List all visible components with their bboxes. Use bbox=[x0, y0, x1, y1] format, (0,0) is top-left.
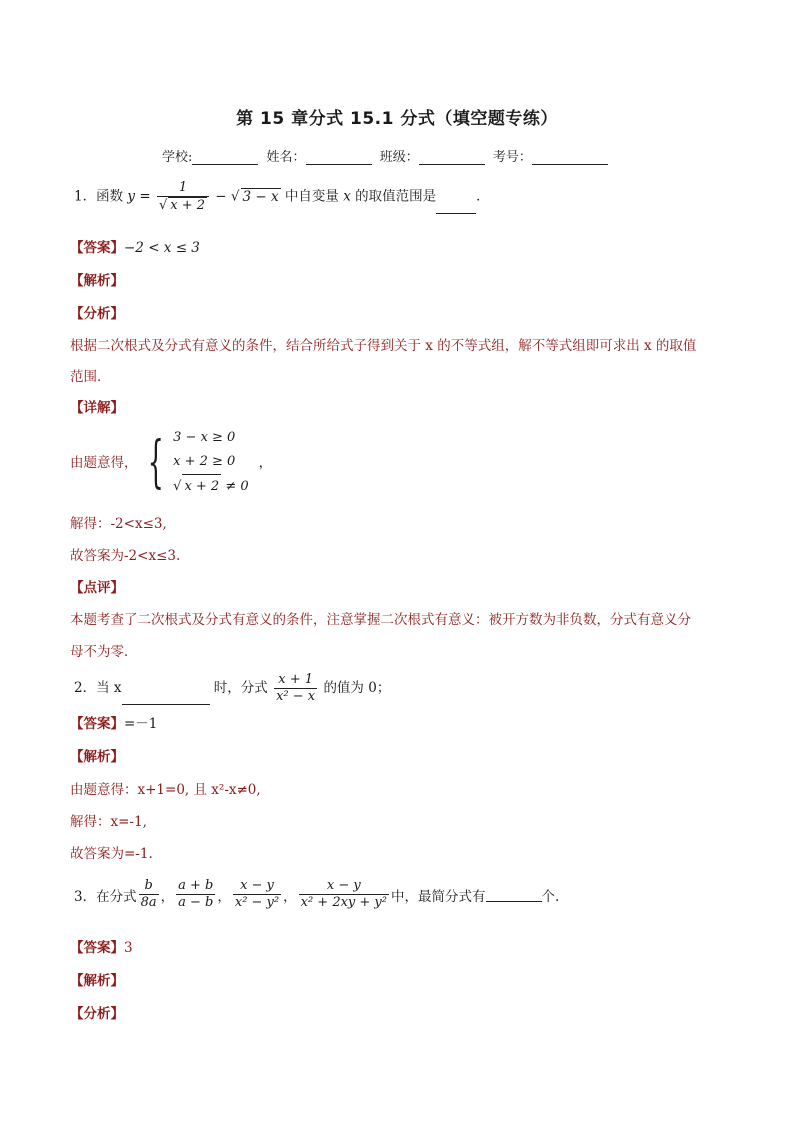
q1-y: y bbox=[127, 188, 136, 205]
q3-f4-num: x − y bbox=[326, 878, 361, 893]
question-2 bbox=[74, 672, 390, 705]
q1-ineq-2: x + 2 ≥ 0 bbox=[173, 454, 236, 469]
sqrt-icon: √ bbox=[230, 188, 240, 205]
q1-comment-row bbox=[70, 578, 124, 598]
q3-fraction-3 bbox=[233, 878, 281, 911]
q1-frac-den: x + 2 bbox=[170, 198, 205, 213]
q1-detail-prefix: 由题意得， bbox=[70, 454, 138, 471]
q3-f2-den: a − b bbox=[178, 895, 214, 910]
q1-answer-row bbox=[70, 238, 200, 258]
q3-sep: ， bbox=[217, 888, 231, 905]
q2-answer-row bbox=[70, 714, 157, 734]
sqrt-icon: √ bbox=[173, 479, 182, 494]
q3-analysis-row bbox=[70, 971, 124, 991]
q3-fraction-2 bbox=[176, 878, 215, 911]
q1-inequalities bbox=[173, 426, 249, 499]
q3-fenxi-row bbox=[70, 1004, 124, 1024]
page-title: 第 15 章分式 15.1 分式（填空题专练） bbox=[236, 109, 558, 129]
number-label: 考号： bbox=[492, 150, 532, 165]
q1-solve: 解得：-2<x≤3, bbox=[70, 516, 167, 532]
q1-radicand: 3 − x bbox=[242, 188, 279, 205]
q1-ineq-3: ≠ 0 bbox=[225, 479, 249, 494]
q2-prefix: 2．当 x bbox=[74, 680, 122, 696]
q1-eq: = bbox=[135, 188, 155, 205]
q2-suffix: 的值为 0； bbox=[323, 680, 391, 696]
q3-f4-den: x² + 2xy + y² bbox=[300, 895, 387, 910]
q1-answer: −2 < x ≤ 3 bbox=[124, 240, 200, 256]
q1-end: ． bbox=[476, 188, 490, 205]
student-info bbox=[162, 146, 612, 165]
fenxi-tag: 【分析】 bbox=[70, 306, 124, 322]
q2-fraction bbox=[274, 672, 317, 705]
q3-f3-den: x² − y² bbox=[234, 895, 280, 910]
school-label: 学校: bbox=[162, 150, 193, 165]
brace-icon: { bbox=[147, 429, 164, 495]
q1-comment-text-2: 母不为零． bbox=[70, 644, 138, 660]
q2-line-2: 解得：x=-1, bbox=[70, 814, 147, 830]
question-3 bbox=[74, 878, 559, 911]
answer-tag: 【答案】 bbox=[70, 240, 124, 256]
school-blank[interactable] bbox=[192, 150, 258, 165]
q1-fraction bbox=[157, 180, 209, 214]
q3-sep: ， bbox=[283, 888, 297, 905]
analysis-tag: 【解析】 bbox=[70, 973, 124, 989]
q1-analysis-row bbox=[70, 271, 124, 291]
q2-frac-num: x + 1 bbox=[278, 672, 313, 687]
q1-comment-text-1: 本题考查了二次根式及分式有意义的条件，注意掌握二次根式有意义：被开方数为非负数，分式有意义分 bbox=[70, 612, 691, 628]
q3-fraction-4 bbox=[299, 878, 389, 911]
q3-f1-den: 8a bbox=[140, 895, 157, 910]
q1-frac-num: 1 bbox=[178, 180, 188, 195]
detail-tag: 【详解】 bbox=[70, 400, 124, 416]
q2-answer: =－1 bbox=[124, 716, 158, 732]
class-label: 班级： bbox=[379, 150, 419, 165]
question-1 bbox=[74, 180, 490, 214]
q1-var: x bbox=[343, 188, 351, 205]
sqrt-icon: √ bbox=[158, 198, 168, 213]
answer-tag: 【答案】 bbox=[70, 940, 124, 956]
comment-tag: 【点评】 bbox=[70, 580, 124, 596]
class-blank[interactable] bbox=[419, 150, 485, 165]
q1-fenxi-text-1: 根据二次根式及分式有意义的条件，结合所给式子得到关于 x 的不等式组，解不等式组即可求出 x 的取值 bbox=[70, 338, 697, 354]
name-blank[interactable] bbox=[306, 150, 372, 165]
q3-f3-num: x − y bbox=[240, 878, 274, 893]
q1-fenxi-text-2: 范围． bbox=[70, 369, 111, 385]
q3-fraction-1 bbox=[139, 878, 159, 911]
q2-mid: 时，分式 bbox=[213, 680, 268, 696]
q1-system bbox=[70, 426, 272, 499]
q3-f1-num: b bbox=[144, 878, 153, 893]
q3-end: 个. bbox=[541, 888, 560, 905]
q2-answer-blank[interactable] bbox=[122, 690, 210, 705]
q3-prefix: 3．在分式 bbox=[74, 888, 137, 905]
name-label: 姓名： bbox=[266, 150, 306, 165]
q1-suffix2: 的取值范围是 bbox=[355, 188, 437, 205]
q1-sys-comma: ， bbox=[258, 454, 273, 471]
q1-ineq-3-radicand: x + 2 bbox=[182, 474, 221, 499]
q1-final: 故答案为-2<x≤3. bbox=[70, 548, 181, 564]
answer-tag: 【答案】 bbox=[70, 716, 124, 732]
q2-frac-den: x² − x bbox=[276, 689, 316, 704]
q3-suffix: 中，最简分式有 bbox=[391, 888, 486, 905]
q1-fenxi-row bbox=[70, 304, 124, 324]
q1-minus: − bbox=[215, 188, 231, 205]
q1-ineq-1: 3 − x ≥ 0 bbox=[173, 430, 236, 445]
q1-suffix: 中自变量 bbox=[284, 188, 339, 205]
q3-answer-blank[interactable] bbox=[486, 887, 542, 902]
q2-analysis-row bbox=[70, 747, 124, 767]
q1-answer-blank[interactable] bbox=[436, 199, 476, 214]
fenxi-tag: 【分析】 bbox=[70, 1006, 124, 1022]
q1-prefix: 1．函数 bbox=[74, 188, 124, 205]
q1-detail-row bbox=[70, 398, 124, 418]
analysis-tag: 【解析】 bbox=[70, 749, 124, 765]
q3-answer: 3 bbox=[124, 940, 133, 956]
q2-line-1: 由题意得：x+1=0, 且 x²-x≠0, bbox=[70, 782, 261, 798]
q3-sep: ， bbox=[160, 888, 175, 905]
q3-answer-row bbox=[70, 938, 133, 958]
analysis-tag: 【解析】 bbox=[70, 273, 124, 289]
number-blank[interactable] bbox=[532, 150, 608, 165]
q3-f2-num: a + b bbox=[178, 878, 214, 893]
q2-line-3: 故答案为=-1. bbox=[70, 846, 153, 862]
